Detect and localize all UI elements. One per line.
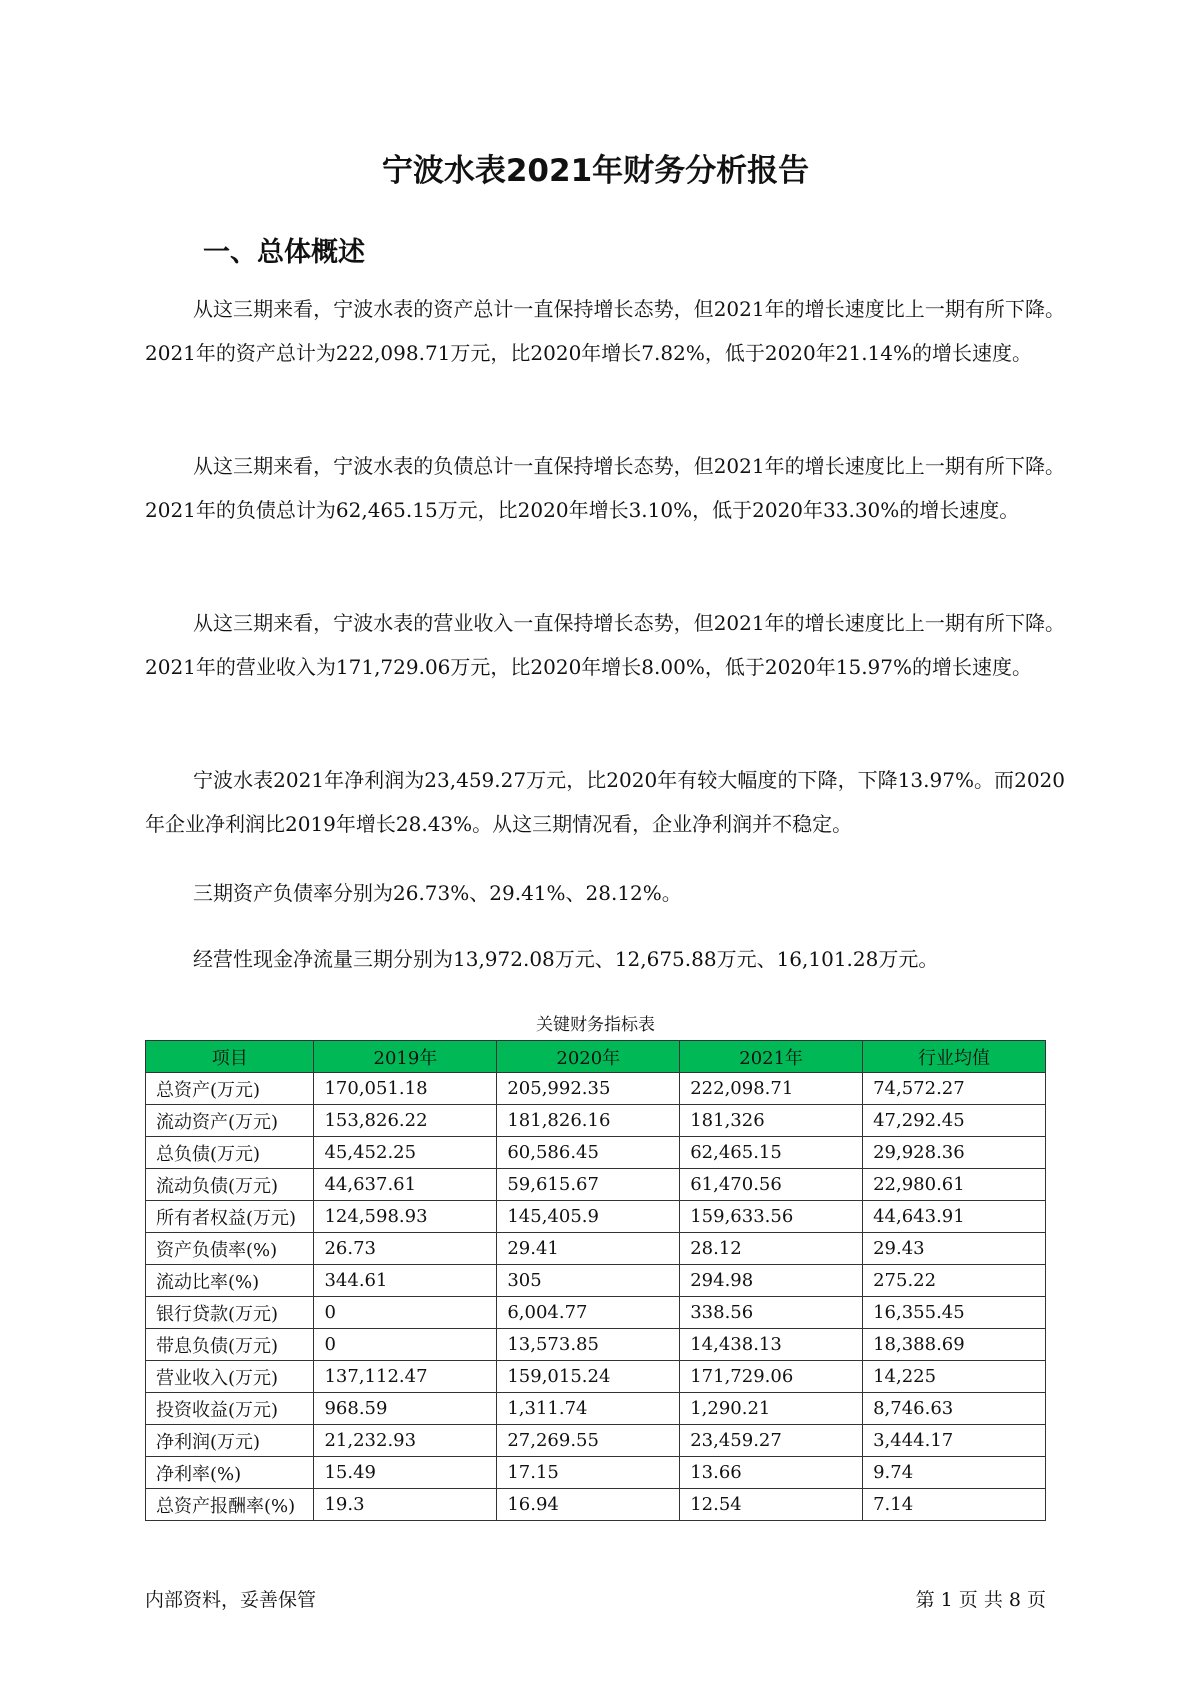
section-heading: 一、总体概述 xyxy=(203,237,365,268)
table-row xyxy=(146,1425,1046,1457)
table-row xyxy=(146,1073,1046,1105)
row-label: 流动资产(万元) xyxy=(146,1105,314,1137)
table-cell: 7.14 xyxy=(863,1489,1046,1521)
table-caption: 关键财务指标表 xyxy=(536,1015,655,1035)
page-number: 第 1 页 共 8 页 xyxy=(915,1589,1046,1611)
row-label: 投资收益(万元) xyxy=(146,1393,314,1425)
table-cell: 294.98 xyxy=(680,1265,863,1297)
table-cell: 305 xyxy=(497,1265,680,1297)
paragraph-liabilities: 从这三期来看，宁波水表的负债总计一直保持增长态势，但2021年的增长速度比上一期有所下降。2021年的负债总计为62,465.15万元，比2020年增长3.10%，低于2020年33.30%的增长速度。 xyxy=(145,454,1065,522)
table-cell: 44,643.91 xyxy=(863,1201,1046,1233)
table-cell: 13.66 xyxy=(680,1457,863,1489)
table-row xyxy=(146,1457,1046,1489)
table-cell: 74,572.27 xyxy=(863,1073,1046,1105)
table-cell: 27,269.55 xyxy=(497,1425,680,1457)
table-cell: 19.3 xyxy=(314,1489,497,1521)
paragraph-cash-flow: 经营性现金净流量三期分别为13,972.08万元、12,675.88万元、16,101.28万元。 xyxy=(193,947,939,971)
row-label: 营业收入(万元) xyxy=(146,1361,314,1393)
table-cell: 16.94 xyxy=(497,1489,680,1521)
row-label: 资产负债率(%) xyxy=(146,1233,314,1265)
table-cell: 170,051.18 xyxy=(314,1073,497,1105)
row-label: 带息负债(万元) xyxy=(146,1329,314,1361)
table-cell: 159,015.24 xyxy=(497,1361,680,1393)
table-row xyxy=(146,1137,1046,1169)
column-header: 项目 xyxy=(146,1041,314,1073)
column-header: 行业均值 xyxy=(863,1041,1046,1073)
table-cell: 47,292.45 xyxy=(863,1105,1046,1137)
paragraph-net-profit: 宁波水表2021年净利润为23,459.27万元，比2020年有较大幅度的下降，下降13.97%。而2020年企业净利润比2019年增长28.43%。从这三期情况看，企业净利润并不稳定。 xyxy=(145,768,1065,836)
table-cell: 13,573.85 xyxy=(497,1329,680,1361)
table-cell: 14,225 xyxy=(863,1361,1046,1393)
table-cell: 222,098.71 xyxy=(680,1073,863,1105)
table-row xyxy=(146,1233,1046,1265)
table-cell: 29,928.36 xyxy=(863,1137,1046,1169)
table-row xyxy=(146,1265,1046,1297)
table-cell: 29.41 xyxy=(497,1233,680,1265)
table-cell: 124,598.93 xyxy=(314,1201,497,1233)
table-cell: 0 xyxy=(314,1297,497,1329)
table-cell: 137,112.47 xyxy=(314,1361,497,1393)
table-cell: 159,633.56 xyxy=(680,1201,863,1233)
table-cell: 15.49 xyxy=(314,1457,497,1489)
column-header: 2020年 xyxy=(497,1041,680,1073)
table-cell: 181,326 xyxy=(680,1105,863,1137)
table-row xyxy=(146,1201,1046,1233)
row-label: 净利率(%) xyxy=(146,1457,314,1489)
table-cell: 145,405.9 xyxy=(497,1201,680,1233)
table-row xyxy=(146,1393,1046,1425)
table-cell: 153,826.22 xyxy=(314,1105,497,1137)
table-cell: 23,459.27 xyxy=(680,1425,863,1457)
table-cell: 205,992.35 xyxy=(497,1073,680,1105)
table-cell: 21,232.93 xyxy=(314,1425,497,1457)
table-cell: 6,004.77 xyxy=(497,1297,680,1329)
footer-confidential: 内部资料，妥善保管 xyxy=(145,1589,317,1611)
row-label: 净利润(万元) xyxy=(146,1425,314,1457)
table-cell: 17.15 xyxy=(497,1457,680,1489)
row-label: 流动负债(万元) xyxy=(146,1169,314,1201)
row-label: 流动比率(%) xyxy=(146,1265,314,1297)
table-cell: 3,444.17 xyxy=(863,1425,1046,1457)
table-cell: 1,311.74 xyxy=(497,1393,680,1425)
table-cell: 18,388.69 xyxy=(863,1329,1046,1361)
table-cell: 171,729.06 xyxy=(680,1361,863,1393)
table-cell: 9.74 xyxy=(863,1457,1046,1489)
key-financial-table xyxy=(145,1040,1046,1521)
table-cell: 338.56 xyxy=(680,1297,863,1329)
table-cell: 29.43 xyxy=(863,1233,1046,1265)
table-cell: 275.22 xyxy=(863,1265,1046,1297)
table-cell: 14,438.13 xyxy=(680,1329,863,1361)
table-cell: 8,746.63 xyxy=(863,1393,1046,1425)
row-label: 总资产(万元) xyxy=(146,1073,314,1105)
paragraph-debt-ratio: 三期资产负债率分别为26.73%、29.41%、28.12%。 xyxy=(193,881,682,905)
column-header: 2021年 xyxy=(680,1041,863,1073)
table-cell: 44,637.61 xyxy=(314,1169,497,1201)
table-cell: 968.59 xyxy=(314,1393,497,1425)
row-label: 所有者权益(万元) xyxy=(146,1201,314,1233)
table-cell: 26.73 xyxy=(314,1233,497,1265)
row-label: 银行贷款(万元) xyxy=(146,1297,314,1329)
table-cell: 344.61 xyxy=(314,1265,497,1297)
paragraph-revenue: 从这三期来看，宁波水表的营业收入一直保持增长态势，但2021年的增长速度比上一期有所下降。2021年的营业收入为171,729.06万元，比2020年增长8.00%，低于2020年15.97%的增长速度。 xyxy=(145,611,1065,679)
table-row xyxy=(146,1297,1046,1329)
table-cell: 12.54 xyxy=(680,1489,863,1521)
table-cell: 0 xyxy=(314,1329,497,1361)
table-row xyxy=(146,1105,1046,1137)
table-cell: 59,615.67 xyxy=(497,1169,680,1201)
table-cell: 28.12 xyxy=(680,1233,863,1265)
page-title: 宁波水表2021年财务分析报告 xyxy=(381,153,810,189)
row-label: 总资产报酬率(%) xyxy=(146,1489,314,1521)
table-cell: 62,465.15 xyxy=(680,1137,863,1169)
table-cell: 181,826.16 xyxy=(497,1105,680,1137)
table-cell: 61,470.56 xyxy=(680,1169,863,1201)
table-cell: 60,586.45 xyxy=(497,1137,680,1169)
table-row xyxy=(146,1361,1046,1393)
table-cell: 1,290.21 xyxy=(680,1393,863,1425)
column-header: 2019年 xyxy=(314,1041,497,1073)
table-row xyxy=(146,1329,1046,1361)
paragraph-assets: 从这三期来看，宁波水表的资产总计一直保持增长态势，但2021年的增长速度比上一期有所下降。2021年的资产总计为222,098.71万元，比2020年增长7.82%，低于2020年21.14%的增长速度。 xyxy=(145,297,1065,365)
table-cell: 22,980.61 xyxy=(863,1169,1046,1201)
row-label: 总负债(万元) xyxy=(146,1137,314,1169)
table-cell: 45,452.25 xyxy=(314,1137,497,1169)
table-cell: 16,355.45 xyxy=(863,1297,1046,1329)
table-row xyxy=(146,1169,1046,1201)
table-row xyxy=(146,1489,1046,1521)
